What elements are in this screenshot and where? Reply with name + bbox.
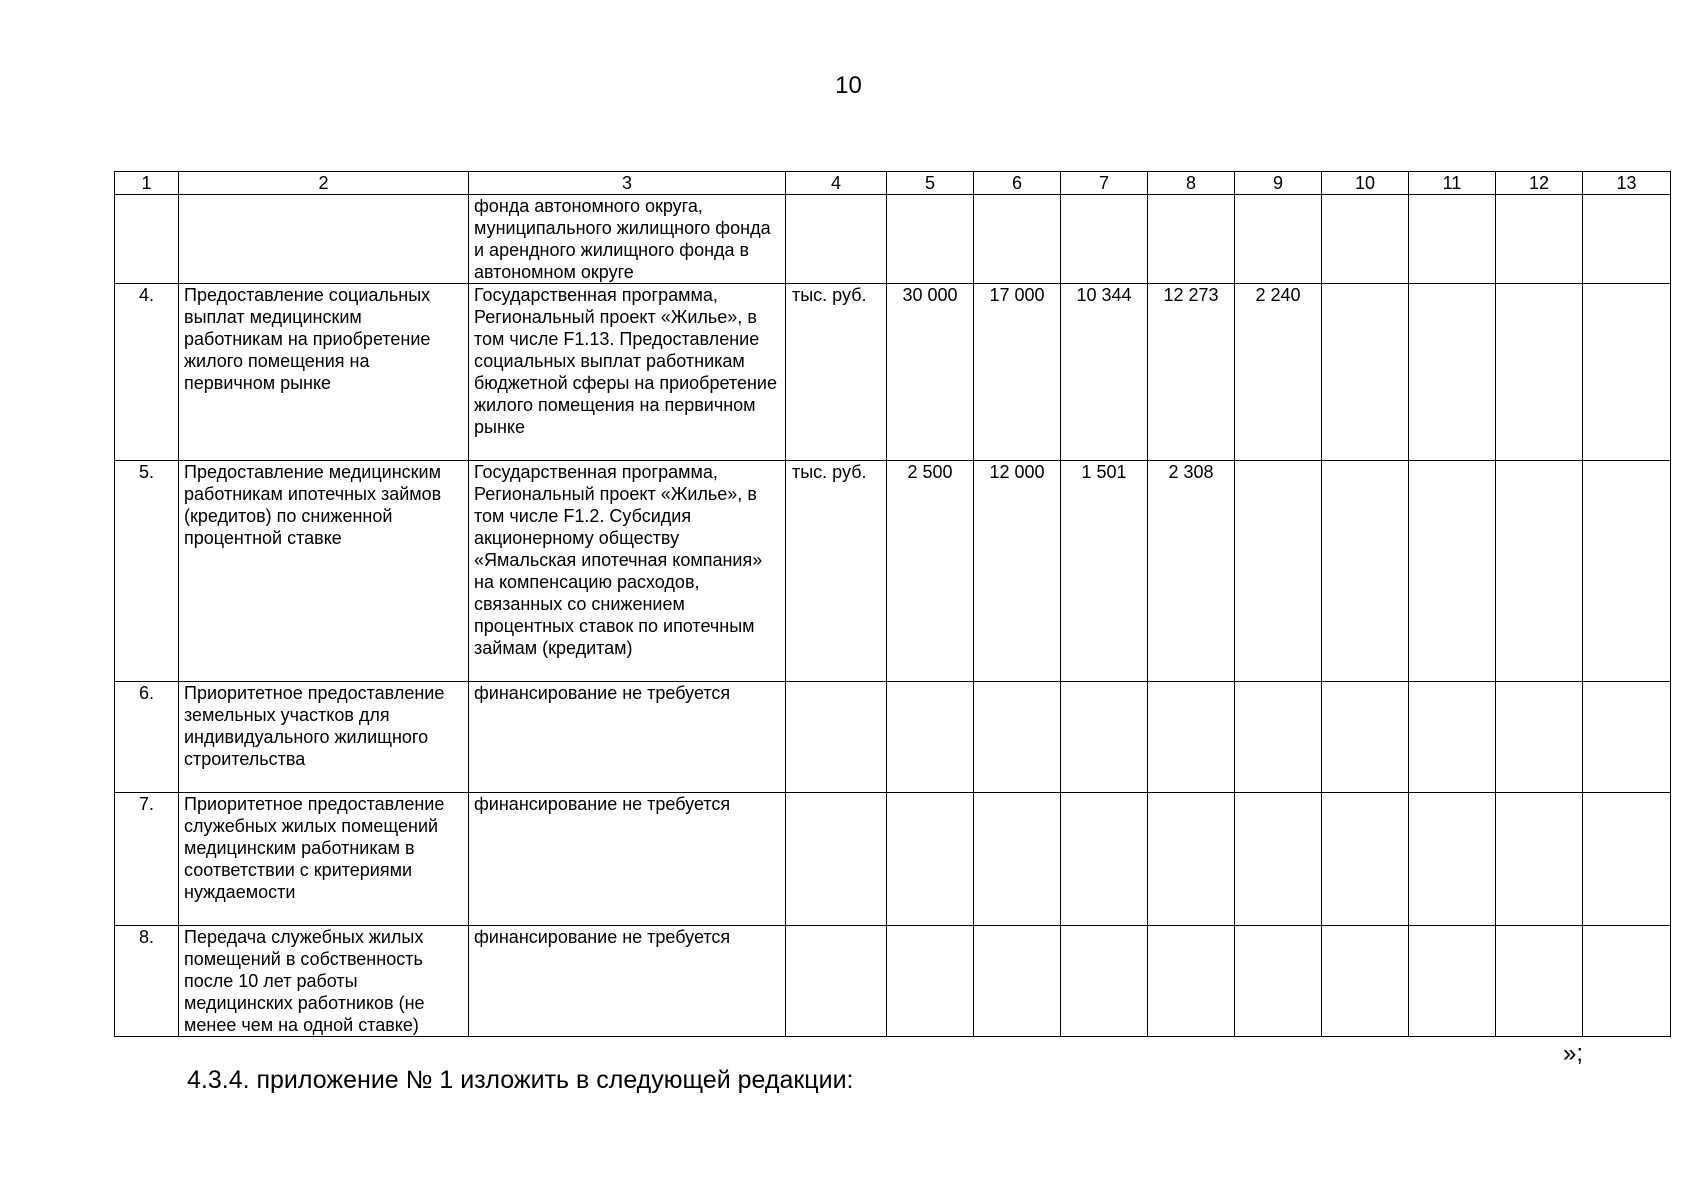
value-cell [1583,926,1671,1037]
value-cell [1409,284,1496,461]
value-cell [974,682,1061,793]
value-cell [1583,284,1671,461]
unit-cell [786,926,887,1037]
header-cell: 12 [1496,172,1583,195]
measure-name: Приоритетное предоставление служебных жилых помещений медицинским работникам в соответствии с критериями нуждаемости [179,793,469,926]
value-cell [1496,682,1583,793]
value-cell [974,926,1061,1037]
value-cell: 2 500 [887,461,974,682]
row-number: 6. [115,682,179,793]
row-number: 4. [115,284,179,461]
value-cell [1496,284,1583,461]
table-row [115,284,1671,461]
header-cell: 6 [974,172,1061,195]
header-cell: 13 [1583,172,1671,195]
header-cell: 3 [469,172,786,195]
measure-name [179,195,469,284]
value-cell [1496,195,1583,284]
value-cell: 2 240 [1235,284,1322,461]
measure-name: Предоставление социальных выплат медицинским работникам на приобретение жилого помещения на первичном рынке [179,284,469,461]
value-cell [1496,793,1583,926]
table-row [115,926,1671,1037]
funding-source: финансирование не требуется [469,926,786,1037]
value-cell [1148,682,1235,793]
table-row [115,793,1671,926]
page-number: 10 [835,72,862,99]
header-cell: 2 [179,172,469,195]
unit-cell [786,682,887,793]
value-cell [1496,461,1583,682]
value-cell [1148,195,1235,284]
value-cell [1235,195,1322,284]
value-cell [1322,195,1409,284]
value-cell [1061,195,1148,284]
value-cell [1322,926,1409,1037]
value-cell [887,682,974,793]
header-cell: 1 [115,172,179,195]
header-cell: 5 [887,172,974,195]
row-number [115,195,179,284]
table-row [115,682,1671,793]
funding-source: Государственная программа, Региональный проект «Жилье», в том числе F1.13. Предоставление социальных выплат работникам бюджетной сферы на приобретение жилого помещения на первичном рынке [469,284,786,461]
value-cell [1583,461,1671,682]
header-cell: 11 [1409,172,1496,195]
value-cell: 12 273 [1148,284,1235,461]
header-cell: 4 [786,172,887,195]
value-cell [887,926,974,1037]
row-number: 7. [115,793,179,926]
value-cell [1409,682,1496,793]
closing-quote: »; [1563,1040,1584,1067]
funding-source: финансирование не требуется [469,793,786,926]
unit-cell [786,195,887,284]
budget-table [114,171,1671,1037]
value-cell [1409,461,1496,682]
value-cell [1583,195,1671,284]
value-cell [1148,926,1235,1037]
measure-name: Предоставление медицинским работникам ипотечных займов (кредитов) по сниженной процентной ставке [179,461,469,682]
table-header-row [115,172,1671,195]
value-cell [1148,793,1235,926]
measure-name: Приоритетное предоставление земельных участков для индивидуального жилищного строительства [179,682,469,793]
value-cell [1409,926,1496,1037]
header-cell: 10 [1322,172,1409,195]
value-cell [1061,682,1148,793]
value-cell: 2 308 [1148,461,1235,682]
value-cell [1235,461,1322,682]
value-cell: 1 501 [1061,461,1148,682]
value-cell [974,195,1061,284]
value-cell: 30 000 [887,284,974,461]
funding-source: Государственная программа, Региональный проект «Жилье», в том числе F1.2. Субсидия акционерному обществу «Ямальская ипотечная компания» на компенсацию расходов, связанных со снижением процентных ставок по ипотечным займам (кредитам) [469,461,786,682]
value-cell: 10 344 [1061,284,1148,461]
value-cell [1322,793,1409,926]
value-cell [1235,682,1322,793]
value-cell [887,793,974,926]
value-cell [1583,682,1671,793]
value-cell: 12 000 [974,461,1061,682]
value-cell [1061,793,1148,926]
value-cell [1061,926,1148,1037]
table-row [115,195,1671,284]
funding-source: фонда автономного округа, муниципального жилищного фонда и арендного жилищного фонда в автономном округе [469,195,786,284]
value-cell [1496,926,1583,1037]
value-cell [1322,284,1409,461]
value-cell: 17 000 [974,284,1061,461]
amendment-instruction: 4.3.4. приложение № 1 изложить в следующей редакции: [187,1066,854,1094]
value-cell [1235,926,1322,1037]
value-cell [1409,793,1496,926]
header-cell: 8 [1148,172,1235,195]
value-cell [887,195,974,284]
unit-cell: тыс. руб. [786,461,887,682]
unit-cell: тыс. руб. [786,284,887,461]
header-cell: 7 [1061,172,1148,195]
unit-cell [786,793,887,926]
header-cell: 9 [1235,172,1322,195]
funding-source: финансирование не требуется [469,682,786,793]
value-cell [1235,793,1322,926]
table-row [115,461,1671,682]
value-cell [974,793,1061,926]
value-cell [1409,195,1496,284]
value-cell [1322,682,1409,793]
value-cell [1583,793,1671,926]
measure-name: Передача служебных жилых помещений в собственность после 10 лет работы медицинских работников (не менее чем на одной ставке) [179,926,469,1037]
row-number: 8. [115,926,179,1037]
row-number: 5. [115,461,179,682]
value-cell [1322,461,1409,682]
